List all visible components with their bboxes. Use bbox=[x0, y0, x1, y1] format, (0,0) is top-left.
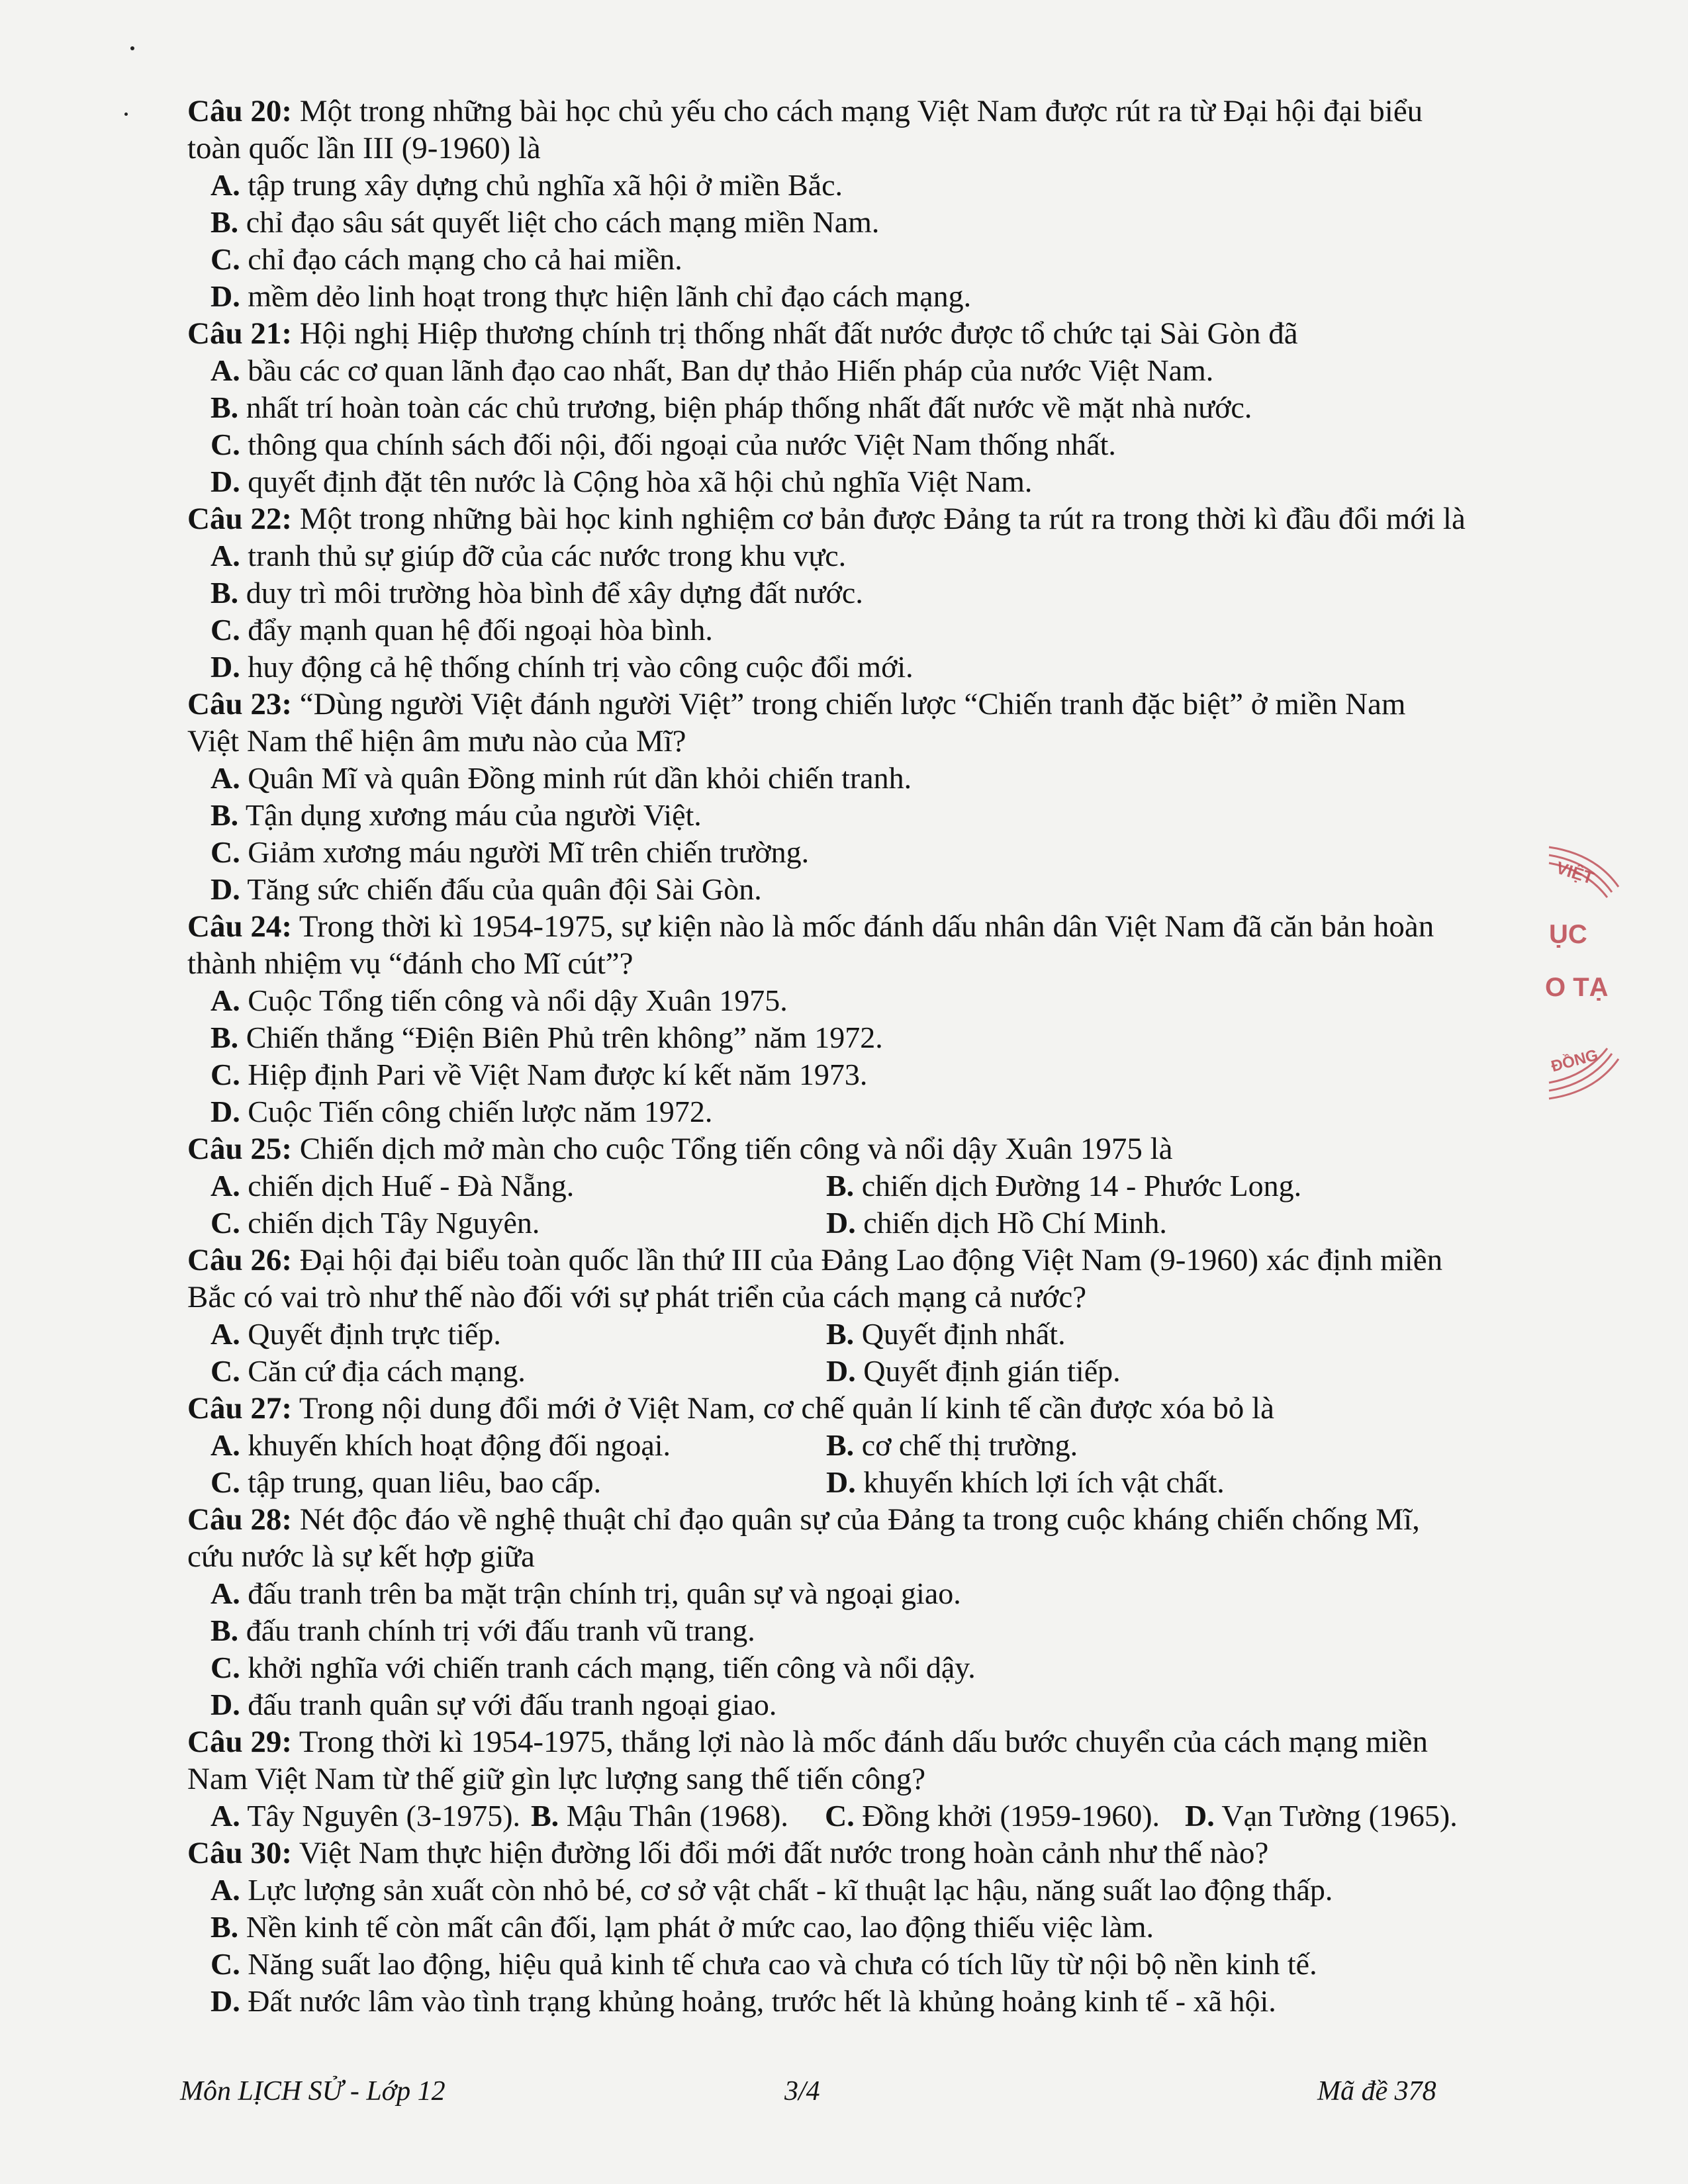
question-27-option-c: C. tập trung, quan liêu, bao cấp. bbox=[211, 1465, 602, 1499]
question-30-option-b: B. Nền kinh tế còn mất cân đối, lạm phát ở mức cao, lao động thiếu việc làm. bbox=[211, 1910, 1154, 1944]
question-23-option-b: B. Tận dụng xương máu của người Việt. bbox=[211, 798, 702, 832]
question-20-line-1: Câu 20: Một trong những bài học chủ yếu cho cách mạng Việt Nam được rút ra từ Đại hội đại biểu bbox=[187, 94, 1423, 128]
question-24-line-2: thành nhiệm vụ “đánh cho Mĩ cút”? bbox=[187, 946, 633, 981]
question-20-option-a: A. tập trung xây dựng chủ nghĩa xã hội ở miền Bắc. bbox=[211, 168, 843, 202]
question-24-option-b: B. Chiến thắng “Điện Biên Phủ trên không” năm 1972. bbox=[211, 1021, 883, 1054]
question-21-option-c: C. thông qua chính sách đối nội, đối ngoại của nước Việt Nam thống nhất. bbox=[211, 428, 1116, 461]
scan-speck bbox=[124, 113, 128, 116]
question-26-option-d: D. Quyết định gián tiếp. bbox=[826, 1354, 1121, 1388]
question-25-line-1: Câu 25: Chiến dịch mở màn cho cuộc Tổng tiến công và nổi dậy Xuân 1975 là bbox=[187, 1132, 1173, 1166]
question-23-line-1: Câu 23: “Dùng người Việt đánh người Việt” trong chiến lược “Chiến tranh đặc biệt” ở miền Nam bbox=[187, 687, 1406, 721]
question-21-option-a: A. bầu các cơ quan lãnh đạo cao nhất, Ban dự thảo Hiến pháp của nước Việt Nam. bbox=[211, 353, 1214, 387]
question-25-option-d: D. chiến dịch Hồ Chí Minh. bbox=[826, 1206, 1167, 1240]
question-24-option-a: A. Cuộc Tổng tiến công và nổi dậy Xuân 1975. bbox=[211, 983, 788, 1017]
question-30-option-a: A. Lực lượng sản xuất còn nhỏ bé, cơ sở vật chất - kĩ thuật lạc hậu, năng suất lao động thấp. bbox=[211, 1873, 1333, 1907]
question-21-line-1: Câu 21: Hội nghị Hiệp thương chính trị thống nhất đất nước được tổ chức tại Sài Gòn đã bbox=[187, 316, 1298, 351]
question-22-option-b: B. duy trì môi trường hòa bình để xây dựng đất nước. bbox=[211, 576, 863, 610]
footer-page-number: 3/4 bbox=[784, 2076, 820, 2107]
question-30-option-c: C. Năng suất lao động, hiệu quả kinh tế chưa cao và chưa có tích lũy từ nội bộ nền kinh tế. bbox=[211, 1947, 1317, 1981]
question-27-option-b: B. cơ chế thị trường. bbox=[826, 1428, 1078, 1462]
question-20-option-c: C. chỉ đạo cách mạng cho cả hai miền. bbox=[211, 242, 682, 276]
question-26-line-1: Câu 26: Đại hội đại biểu toàn quốc lần thứ III của Đảng Lao động Việt Nam (9-1960) xác định miền bbox=[187, 1243, 1443, 1277]
question-28-option-b: B. đấu tranh chính trị với đấu tranh vũ trang. bbox=[211, 1614, 755, 1647]
question-21-option-b: B. nhất trí hoàn toàn các chủ trương, biện pháp thống nhất đất nước về mặt nhà nước. bbox=[211, 390, 1252, 424]
question-28-option-a: A. đấu tranh trên ba mặt trận chính trị, quân sự và ngoại giao. bbox=[211, 1576, 961, 1610]
question-25-option-b: B. chiến dịch Đường 14 - Phước Long. bbox=[826, 1169, 1302, 1203]
question-27-option-d: D. khuyến khích lợi ích vật chất. bbox=[826, 1465, 1225, 1499]
question-29-option-d: D. Vạn Tường (1965). bbox=[1185, 1799, 1458, 1833]
question-24-line-1: Câu 24: Trong thời kì 1954-1975, sự kiện nào là mốc đánh dấu nhân dân Việt Nam đã căn bản hoàn bbox=[187, 909, 1434, 944]
question-29-line-2: Nam Việt Nam từ thế giữ gìn lực lượng sang thế tiến công? bbox=[187, 1762, 926, 1796]
question-22-line-1: Câu 22: Một trong những bài học kinh nghiệm cơ bản được Đảng ta rút ra trong thời kì đầu đổi mới là bbox=[187, 502, 1466, 536]
question-29-option-c: C. Đồng khởi (1959-1960). bbox=[825, 1799, 1160, 1833]
question-20-line-2: toàn quốc lần III (9-1960) là bbox=[187, 131, 541, 165]
question-20-option-d: D. mềm dẻo linh hoạt trong thực hiện lãnh chỉ đạo cách mạng. bbox=[211, 279, 972, 313]
footer-subject: Môn LỊCH SỬ - Lớp 12 bbox=[180, 2076, 445, 2107]
question-23-option-d: D. Tăng sức chiến đấu của quân đội Sài Gòn. bbox=[211, 872, 762, 906]
question-26-option-a: A. Quyết định trực tiếp. bbox=[211, 1317, 501, 1351]
question-28-line-1: Câu 28: Nét độc đáo về nghệ thuật chỉ đạo quân sự của Đảng ta trong cuộc kháng chiến chống Mĩ, bbox=[187, 1502, 1420, 1537]
question-28-option-d: D. đấu tranh quân sự với đấu tranh ngoại giao. bbox=[211, 1688, 777, 1721]
stamp-text-1: VIỆT bbox=[1554, 857, 1597, 888]
question-21-option-d: D. quyết định đặt tên nước là Cộng hòa xã hội chủ nghĩa Việt Nam. bbox=[211, 465, 1033, 498]
question-24-option-c: C. Hiệp định Pari về Việt Nam được kí kết năm 1973. bbox=[211, 1058, 868, 1091]
question-27-option-a: A. khuyến khích hoạt động đối ngoại. bbox=[211, 1428, 671, 1462]
official-stamp bbox=[1536, 841, 1628, 1105]
question-29-option-a: A. Tây Nguyên (3-1975). bbox=[211, 1799, 521, 1833]
question-28-line-2: cứu nước là sự kết hợp giữa bbox=[187, 1539, 535, 1574]
question-30-line-1: Câu 30: Việt Nam thực hiện đường lối đổi mới đất nước trong hoàn cảnh như thế nào? bbox=[187, 1836, 1269, 1870]
question-20-option-b: B. chỉ đạo sâu sát quyết liệt cho cách mạng miền Nam. bbox=[211, 205, 880, 239]
question-22-option-d: D. huy động cả hệ thống chính trị vào công cuộc đổi mới. bbox=[211, 650, 914, 684]
question-23-option-a: A. Quân Mĩ và quân Đồng minh rút dần khỏi chiến tranh. bbox=[211, 761, 912, 795]
question-29-line-1: Câu 29: Trong thời kì 1954-1975, thắng lợi nào là mốc đánh dấu bước chuyển của cách mạng miền bbox=[187, 1725, 1428, 1759]
stamp-text-2: ỤC bbox=[1549, 920, 1587, 949]
question-23-line-2: Việt Nam thể hiện âm mưu nào của Mĩ? bbox=[187, 724, 686, 758]
question-25-option-c: C. chiến dịch Tây Nguyên. bbox=[211, 1206, 540, 1240]
question-25-option-a: A. chiến dịch Huế - Đà Nẵng. bbox=[211, 1169, 575, 1203]
question-28-option-c: C. khởi nghĩa với chiến tranh cách mạng, tiến công và nổi dậy. bbox=[211, 1651, 976, 1684]
question-30-option-d: D. Đất nước lâm vào tình trạng khủng hoảng, trước hết là khủng hoảng kinh tế - xã hội. bbox=[211, 1984, 1276, 2018]
question-22-option-a: A. tranh thủ sự giúp đỡ của các nước trong khu vực. bbox=[211, 539, 847, 572]
question-22-option-c: C. đẩy mạnh quan hệ đối ngoại hòa bình. bbox=[211, 613, 713, 647]
footer-exam-code: Mã đề 378 bbox=[1317, 2076, 1436, 2107]
question-29-option-b: B. Mậu Thân (1968). bbox=[531, 1799, 788, 1833]
question-24-option-d: D. Cuộc Tiến công chiến lược năm 1972. bbox=[211, 1095, 713, 1128]
question-26-option-c: C. Căn cứ địa cách mạng. bbox=[211, 1354, 526, 1388]
question-27-line-1: Câu 27: Trong nội dung đổi mới ở Việt Nam, cơ chế quản lí kinh tế cần được xóa bỏ là bbox=[187, 1391, 1274, 1426]
question-23-option-c: C. Giảm xương máu người Mĩ trên chiến trường. bbox=[211, 835, 810, 869]
question-26-option-b: B. Quyết định nhất. bbox=[826, 1317, 1066, 1351]
scan-speck bbox=[130, 46, 134, 50]
stamp-text-3: O TẠ bbox=[1545, 973, 1609, 1002]
stamp-text-4: ĐỒNG bbox=[1549, 1046, 1600, 1076]
question-26-line-2: Bắc có vai trò như thế nào đối với sự phát triển của cách mạng cả nước? bbox=[187, 1280, 1087, 1314]
